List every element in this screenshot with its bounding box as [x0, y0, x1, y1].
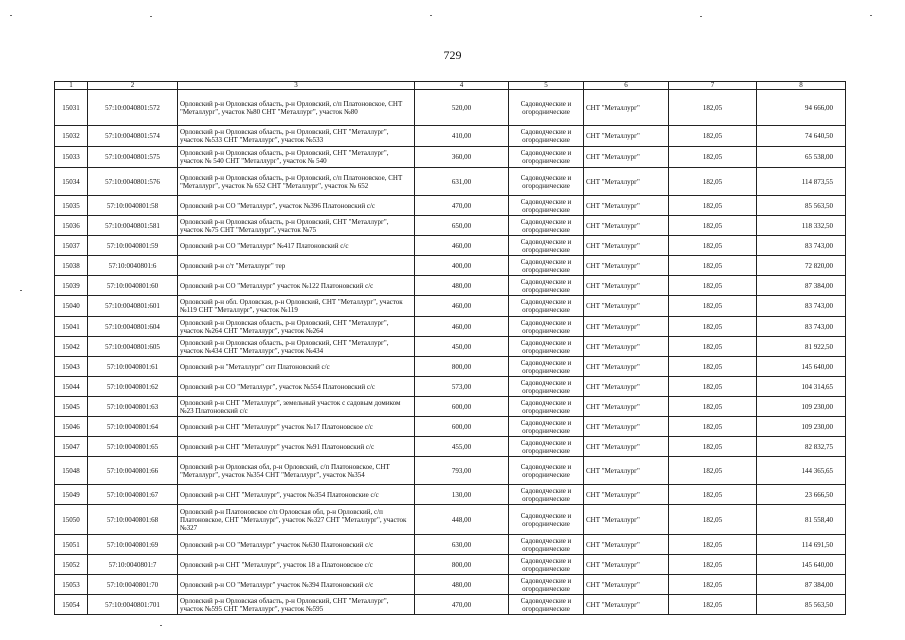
cadastral-value-cell: 81 558,40 — [757, 505, 846, 535]
cadastral-number-cell: 57:10:0040801:66 — [88, 457, 178, 485]
row-number-cell: 15051 — [55, 535, 88, 555]
plot-area-cell: 573,00 — [415, 377, 509, 397]
land-use-cell: Садоводческие и огороднические — [509, 337, 584, 357]
address-cell: Орловский р-н СО "Металлург" участок №630 Платоновский с/с — [178, 535, 415, 555]
table-row — [55, 296, 846, 317]
plot-area-cell: 410,00 — [415, 126, 509, 147]
row-number-cell: 15044 — [55, 377, 88, 397]
rate-cell: 182,05 — [669, 337, 757, 357]
plot-area-cell: 480,00 — [415, 575, 509, 595]
cadastral-value-cell: 118 332,50 — [757, 216, 846, 236]
scan-speck — [10, 15, 12, 16]
cadastral-value-cell: 104 314,65 — [757, 377, 846, 397]
rate-cell: 182,05 — [669, 457, 757, 485]
organization-cell: СНТ "Металлург" — [584, 168, 669, 196]
address-cell: Орловский р-н СО "Металлург" участок №122 Платоновский с/с — [178, 276, 415, 296]
address-cell: Орловский р-н "Металлург" снт Платоновский с/с — [178, 357, 415, 377]
row-number-cell: 15052 — [55, 555, 88, 575]
scan-speck — [150, 16, 152, 17]
row-number-cell: 15050 — [55, 505, 88, 535]
table-row — [55, 457, 846, 485]
cadastral-number-cell: 57:10:0040801:67 — [88, 485, 178, 505]
land-use-cell: Садоводческие и огороднические — [509, 296, 584, 317]
cadastral-value-cell: 82 832,75 — [757, 437, 846, 457]
land-use-cell: Садоводческие и огороднические — [509, 457, 584, 485]
table-row — [55, 337, 846, 357]
land-use-cell: Садоводческие и огороднические — [509, 236, 584, 256]
cadastral-value-cell: 85 563,50 — [757, 196, 846, 216]
address-cell: Орловский р-н СНТ "Металлург", участок №354 Платоновские с/с — [178, 485, 415, 505]
cadastral-number-cell: 57:10:0040801:605 — [88, 337, 178, 357]
row-number-cell: 15031 — [55, 90, 88, 126]
rate-cell: 182,05 — [669, 555, 757, 575]
organization-cell: СНТ "Металлург" — [584, 236, 669, 256]
land-use-cell: Садоводческие и огороднические — [509, 168, 584, 196]
rate-cell: 182,05 — [669, 168, 757, 196]
organization-cell: СНТ "Металлург" — [584, 457, 669, 485]
plot-area-cell: 520,00 — [415, 90, 509, 126]
land-use-cell: Садоводческие и огороднические — [509, 276, 584, 296]
cadastral-value-cell: 87 384,00 — [757, 575, 846, 595]
rate-cell: 182,05 — [669, 276, 757, 296]
address-cell: Орловский р-н СНТ "Металлург", земельный участок с садовым домиком №23 Платоновский с/с — [178, 397, 415, 417]
organization-cell: СНТ "Металлург" — [584, 505, 669, 535]
row-number-cell: 15033 — [55, 147, 88, 168]
plot-area-cell: 360,00 — [415, 147, 509, 168]
address-cell: Орловский р-н Орловская область, р-н Орловский, СНТ "Металлург", участок №264 СНТ "Металлург", участок №264 — [178, 317, 415, 337]
table-row — [55, 126, 846, 147]
cadastral-number-cell: 57:10:0040801:59 — [88, 236, 178, 256]
land-use-cell: Садоводческие и огороднические — [509, 575, 584, 595]
cadastral-number-cell: 57:10:0040801:575 — [88, 147, 178, 168]
land-use-cell: Садоводческие и огороднические — [509, 216, 584, 236]
cadastral-value-cell: 114 691,50 — [757, 535, 846, 555]
row-number-cell: 15046 — [55, 417, 88, 437]
address-cell: Орловский р-н Орловская область, р-н Орловский, с/п Платоновское, СНТ "Металлург", участок №80 СНТ "Металлург", участок №80 — [178, 90, 415, 126]
cadastral-value-cell: 109 230,00 — [757, 397, 846, 417]
organization-cell: СНТ "Металлург" — [584, 276, 669, 296]
cadastral-value-cell: 65 538,00 — [757, 147, 846, 168]
cadastral-value-cell: 83 743,00 — [757, 236, 846, 256]
table-header-row — [55, 82, 846, 90]
scan-speck — [430, 15, 432, 16]
organization-cell: СНТ "Металлург" — [584, 90, 669, 126]
table-row — [55, 437, 846, 457]
address-cell: Орловский р-н обл. Орловская, р-н Орловский, СНТ "Металлург", участок №119 СНТ "Металлург", участок №119 — [178, 296, 415, 317]
rate-cell: 182,05 — [669, 90, 757, 126]
table-row — [55, 417, 846, 437]
plot-area-cell: 130,00 — [415, 485, 509, 505]
table-row — [55, 236, 846, 256]
column-header: 3 — [178, 82, 415, 90]
scan-speck — [20, 290, 22, 291]
plot-area-cell: 460,00 — [415, 296, 509, 317]
scan-speck — [700, 16, 702, 17]
table-row — [55, 377, 846, 397]
cadastral-number-cell: 57:10:0040801:58 — [88, 196, 178, 216]
cadastral-value-cell: 94 666,00 — [757, 90, 846, 126]
organization-cell: СНТ "Металлург" — [584, 256, 669, 276]
column-header: 7 — [669, 82, 757, 90]
cadastral-number-cell: 57:10:0040801:69 — [88, 535, 178, 555]
plot-area-cell: 460,00 — [415, 236, 509, 256]
row-number-cell: 15037 — [55, 236, 88, 256]
plot-area-cell: 600,00 — [415, 417, 509, 437]
cadastral-number-cell: 57:10:0040801:64 — [88, 417, 178, 437]
land-use-cell: Садоводческие и огороднические — [509, 437, 584, 457]
table-row — [55, 90, 846, 126]
column-header: 6 — [584, 82, 669, 90]
cadastral-value-cell: 83 743,00 — [757, 317, 846, 337]
cadastral-number-cell: 57:10:0040801:68 — [88, 505, 178, 535]
table-row — [55, 555, 846, 575]
land-use-cell: Садоводческие и огороднические — [509, 595, 584, 615]
plot-area-cell: 470,00 — [415, 595, 509, 615]
cadastral-value-cell: 23 666,50 — [757, 485, 846, 505]
plot-area-cell: 450,00 — [415, 337, 509, 357]
land-use-cell: Садоводческие и огороднические — [509, 555, 584, 575]
address-cell: Орловский р-н Орловская область, р-н Орловский, СНТ "Металлург", участок №595 СНТ "Металлург", участок №595 — [178, 595, 415, 615]
table-row — [55, 256, 846, 276]
cadastral-number-cell: 57:10:0040801:701 — [88, 595, 178, 615]
plot-area-cell: 793,00 — [415, 457, 509, 485]
cadastral-number-cell: 57:10:0040801:61 — [88, 357, 178, 377]
column-header: 8 — [757, 82, 846, 90]
land-use-cell: Садоводческие и огороднические — [509, 126, 584, 147]
address-cell: Орловский р-н Орловская область, р-н Орловский, СНТ "Металлург", участок №75 СНТ "Металлург", участок №75 — [178, 216, 415, 236]
row-number-cell: 15047 — [55, 437, 88, 457]
row-number-cell: 15043 — [55, 357, 88, 377]
rate-cell: 182,05 — [669, 535, 757, 555]
row-number-cell: 15053 — [55, 575, 88, 595]
table-row — [55, 276, 846, 296]
cadastral-value-cell: 74 640,50 — [757, 126, 846, 147]
plot-area-cell: 480,00 — [415, 276, 509, 296]
table-row — [55, 168, 846, 196]
table-row — [55, 317, 846, 337]
land-use-cell: Садоводческие и огороднические — [509, 357, 584, 377]
rate-cell: 182,05 — [669, 505, 757, 535]
row-number-cell: 15040 — [55, 296, 88, 317]
rate-cell: 182,05 — [669, 485, 757, 505]
rate-cell: 182,05 — [669, 377, 757, 397]
column-header: 5 — [509, 82, 584, 90]
cadastral-value-cell: 144 365,65 — [757, 457, 846, 485]
rate-cell: 182,05 — [669, 575, 757, 595]
cadastral-number-cell: 57:10:0040801:63 — [88, 397, 178, 417]
cadastral-number-cell: 57:10:0040801:601 — [88, 296, 178, 317]
rate-cell: 182,05 — [669, 196, 757, 216]
address-cell: Орловский р-н СНТ "Металлург" участок №17 Платоновское с/с — [178, 417, 415, 437]
land-use-cell: Садоводческие и огороднические — [509, 90, 584, 126]
cadastral-value-cell: 109 230,00 — [757, 417, 846, 437]
organization-cell: СНТ "Металлург" — [584, 555, 669, 575]
cadastral-number-cell: 57:10:0040801:574 — [88, 126, 178, 147]
organization-cell: СНТ "Металлург" — [584, 535, 669, 555]
rate-cell: 182,05 — [669, 417, 757, 437]
plot-area-cell: 650,00 — [415, 216, 509, 236]
organization-cell: СНТ "Металлург" — [584, 377, 669, 397]
organization-cell: СНТ "Металлург" — [584, 147, 669, 168]
land-use-cell: Садоводческие и огороднические — [509, 417, 584, 437]
scan-speck — [870, 15, 872, 16]
organization-cell: СНТ "Металлург" — [584, 437, 669, 457]
land-use-cell: Садоводческие и огороднические — [509, 317, 584, 337]
cadastral-value-cell: 114 873,55 — [757, 168, 846, 196]
address-cell: Орловский р-н СО "Металлург", участок №554 Платоновский с/с — [178, 377, 415, 397]
address-cell: Орловский р-н СНТ "Металлург" участок №91 Платоновский с/с — [178, 437, 415, 457]
plot-area-cell: 630,00 — [415, 535, 509, 555]
plot-area-cell: 600,00 — [415, 397, 509, 417]
table-row — [55, 397, 846, 417]
row-number-cell: 15036 — [55, 216, 88, 236]
table-row — [55, 216, 846, 236]
land-use-cell: Садоводческие и огороднические — [509, 505, 584, 535]
row-number-cell: 15042 — [55, 337, 88, 357]
column-header: 1 — [55, 82, 88, 90]
row-number-cell: 15035 — [55, 196, 88, 216]
row-number-cell: 15032 — [55, 126, 88, 147]
table-row — [55, 575, 846, 595]
rate-cell: 182,05 — [669, 236, 757, 256]
table-row — [55, 357, 846, 377]
address-cell: Орловский р-н СНТ "Металлург", участок 18 а Платоновское с/с — [178, 555, 415, 575]
land-use-cell: Садоводческие и огороднические — [509, 196, 584, 216]
address-cell: Орловский р-н СО "Металлург", участок №396 Платоновский с/с — [178, 196, 415, 216]
rate-cell: 182,05 — [669, 216, 757, 236]
table-row — [55, 505, 846, 535]
address-cell: Орловский р-н с/т "Металлург" тер — [178, 256, 415, 276]
column-header: 2 — [88, 82, 178, 90]
rate-cell: 182,05 — [669, 397, 757, 417]
column-header: 4 — [415, 82, 509, 90]
cadastral-number-cell: 57:10:0040801:60 — [88, 276, 178, 296]
rate-cell: 182,05 — [669, 317, 757, 337]
plot-area-cell: 800,00 — [415, 357, 509, 377]
cadastral-value-cell: 81 922,50 — [757, 337, 846, 357]
land-use-cell: Садоводческие и огороднические — [509, 397, 584, 417]
land-use-cell: Садоводческие и огороднические — [509, 377, 584, 397]
land-use-cell: Садоводческие и огороднические — [509, 256, 584, 276]
row-number-cell: 15038 — [55, 256, 88, 276]
organization-cell: СНТ "Металлург" — [584, 216, 669, 236]
address-cell: Орловский р-н Платоновское с/п Орловская обл, р-н Орловский, с/п Платоновское, СНТ "Металлург", участок №327 СНТ "Металлург", участок №327 — [178, 505, 415, 535]
row-number-cell: 15039 — [55, 276, 88, 296]
plot-area-cell: 400,00 — [415, 256, 509, 276]
cadastral-number-cell: 57:10:0040801:6 — [88, 256, 178, 276]
organization-cell: СНТ "Металлург" — [584, 196, 669, 216]
rate-cell: 182,05 — [669, 126, 757, 147]
organization-cell: СНТ "Металлург" — [584, 126, 669, 147]
cadastral-value-cell: 87 384,00 — [757, 276, 846, 296]
scan-speck — [160, 625, 162, 626]
cadastral-number-cell: 57:10:0040801:576 — [88, 168, 178, 196]
cadastral-value-cell: 145 640,00 — [757, 357, 846, 377]
table-row — [55, 535, 846, 555]
table-row — [55, 485, 846, 505]
cadastral-number-cell: 57:10:0040801:62 — [88, 377, 178, 397]
rate-cell: 182,05 — [669, 595, 757, 615]
address-cell: Орловский р-н Орловская область, р-н Орловский, СНТ "Металлург", участок № 540 СНТ "Металлург", участок № 540 — [178, 147, 415, 168]
cadastral-number-cell: 57:10:0040801:581 — [88, 216, 178, 236]
table-row — [55, 196, 846, 216]
row-number-cell: 15054 — [55, 595, 88, 615]
organization-cell: СНТ "Металлург" — [584, 317, 669, 337]
plot-area-cell: 448,00 — [415, 505, 509, 535]
cadastral-value-cell: 72 820,00 — [757, 256, 846, 276]
plot-area-cell: 800,00 — [415, 555, 509, 575]
address-cell: Орловский р-н Орловская область, р-н Орловский, СНТ "Металлург", участок №533 СНТ "Металлург", участок №533 — [178, 126, 415, 147]
cadastral-value-cell: 83 743,00 — [757, 296, 846, 317]
organization-cell: СНТ "Металлург" — [584, 417, 669, 437]
page-number: 729 — [443, 48, 462, 62]
plot-area-cell: 455,00 — [415, 437, 509, 457]
rate-cell: 182,05 — [669, 296, 757, 317]
row-number-cell: 15048 — [55, 457, 88, 485]
row-number-cell: 15049 — [55, 485, 88, 505]
organization-cell: СНТ "Металлург" — [584, 595, 669, 615]
table-row — [55, 147, 846, 168]
cadastral-value-cell: 85 563,50 — [757, 595, 846, 615]
address-cell: Орловский р-н Орловская область, р-н Орловский, СНТ "Металлург", участок №434 СНТ "Металлург", участок №434 — [178, 337, 415, 357]
cadastral-number-cell: 57:10:0040801:65 — [88, 437, 178, 457]
plot-area-cell: 470,00 — [415, 196, 509, 216]
rate-cell: 182,05 — [669, 357, 757, 377]
land-use-cell: Садоводческие и огороднические — [509, 147, 584, 168]
address-cell: Орловский р-н Орловская обл, р-н Орловский, с/п Платоновское, СНТ "Металлург", участок №354 СНТ "Металлург", участок №354 — [178, 457, 415, 485]
organization-cell: СНТ "Металлург" — [584, 397, 669, 417]
cadastral-number-cell: 57:10:0040801:7 — [88, 555, 178, 575]
rate-cell: 182,05 — [669, 256, 757, 276]
rate-cell: 182,05 — [669, 147, 757, 168]
rate-cell: 182,05 — [669, 437, 757, 457]
cadastral-number-cell: 57:10:0040801:572 — [88, 90, 178, 126]
table-row — [55, 595, 846, 615]
organization-cell: СНТ "Металлург" — [584, 575, 669, 595]
row-number-cell: 15045 — [55, 397, 88, 417]
organization-cell: СНТ "Металлург" — [584, 296, 669, 317]
land-use-cell: Садоводческие и огороднические — [509, 535, 584, 555]
row-number-cell: 15034 — [55, 168, 88, 196]
organization-cell: СНТ "Металлург" — [584, 357, 669, 377]
land-plots-table — [54, 81, 846, 615]
organization-cell: СНТ "Металлург" — [584, 485, 669, 505]
cadastral-number-cell: 57:10:0040801:70 — [88, 575, 178, 595]
cadastral-number-cell: 57:10:0040801:604 — [88, 317, 178, 337]
organization-cell: СНТ "Металлург" — [584, 337, 669, 357]
address-cell: Орловский р-н Орловская область, р-н Орловский, с/п Платоновское, СНТ "Металлург", участок № 652 СНТ "Металлург", участок № 652 — [178, 168, 415, 196]
address-cell: Орловский р-н СО "Металлург" участок №394 Платоновский с/с — [178, 575, 415, 595]
plot-area-cell: 631,00 — [415, 168, 509, 196]
cadastral-value-cell: 145 640,00 — [757, 555, 846, 575]
address-cell: Орловский р-н СО "Металлург" №417 Платоновский с/с — [178, 236, 415, 256]
plot-area-cell: 460,00 — [415, 317, 509, 337]
land-use-cell: Садоводческие и огороднические — [509, 485, 584, 505]
row-number-cell: 15041 — [55, 317, 88, 337]
